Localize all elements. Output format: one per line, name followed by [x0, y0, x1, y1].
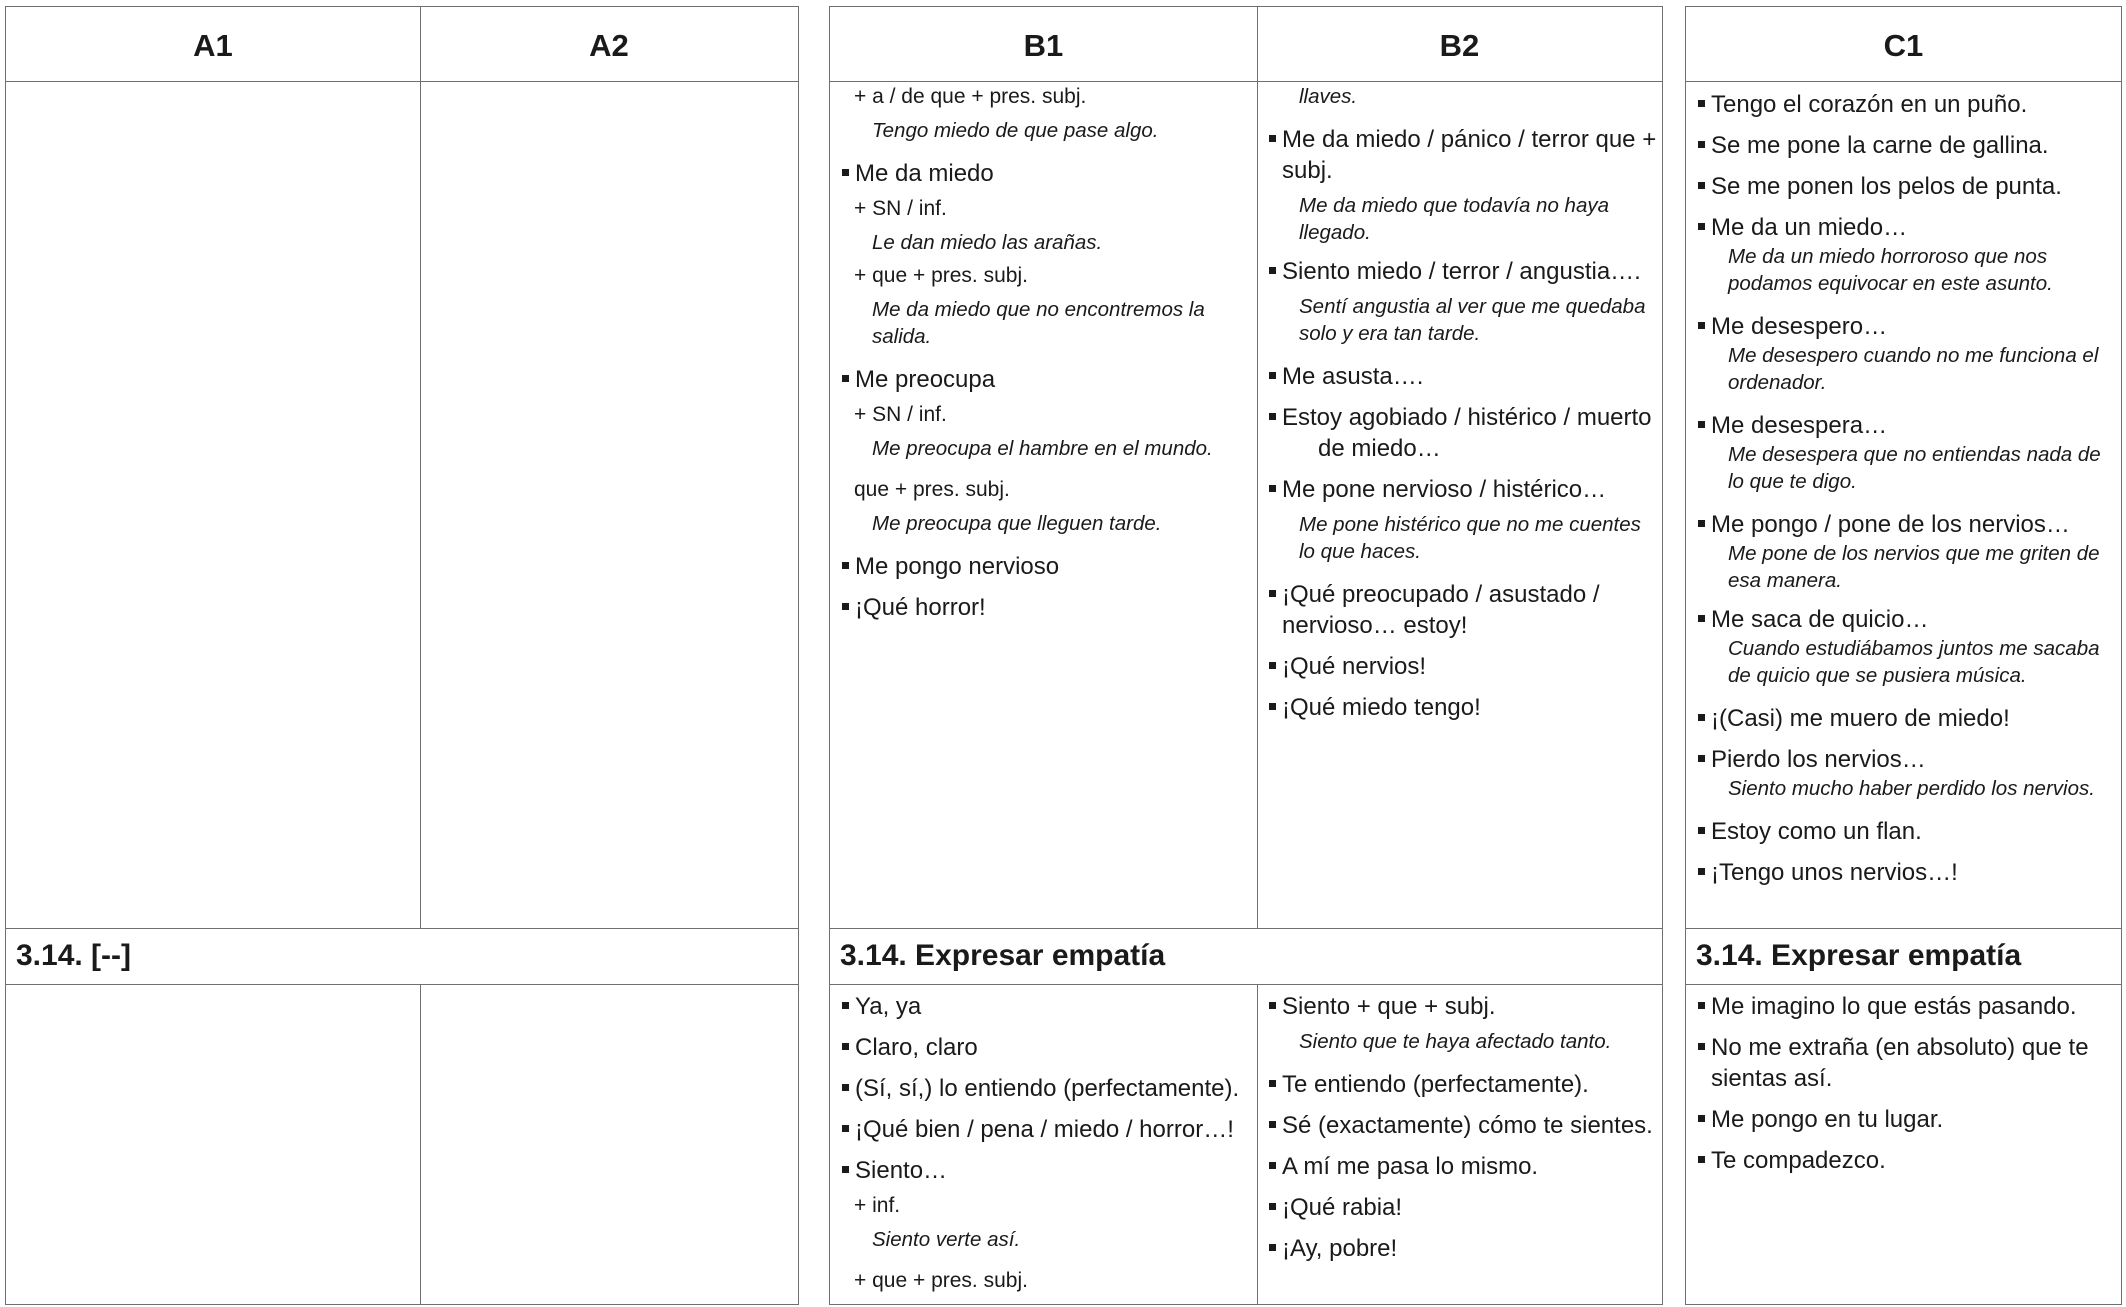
list-item: ¡Qué preocupado / asustado / nervioso… estoy!	[1282, 581, 1600, 639]
divider	[830, 984, 1662, 985]
list-item: ¡(Casi) me muero de miedo!	[1711, 705, 2010, 732]
list-item: Estoy agobiado / histérico / muerto	[1282, 404, 1652, 431]
list-item: Me pongo en tu lugar.	[1711, 1106, 1944, 1133]
pattern-line: + que + pres. subj.	[854, 264, 1028, 287]
divider	[6, 984, 798, 985]
example-line: Me preocupa el hambre en el mundo.	[872, 437, 1213, 460]
header-b2: B2	[1439, 28, 1480, 63]
pattern-line: + que + pres. subj.	[854, 1269, 1028, 1292]
example-line: Me pone de los nervios que me griten de esa manera.	[1728, 542, 2100, 592]
list-item: Me imagino lo que estás pasando.	[1711, 993, 2077, 1020]
example-line: Me da miedo que todavía no haya llegado.	[1299, 194, 1609, 244]
list-item: Me preocupa	[855, 366, 996, 393]
example-line: Siento que te haya afectado tanto.	[1299, 1030, 1612, 1053]
pattern-line: + SN / inf.	[854, 197, 947, 220]
c1-fear-cell	[1697, 89, 2119, 925]
list-item: ¡Tengo unos nervios…!	[1711, 859, 1958, 886]
divider	[1257, 984, 1258, 1304]
list-item: Me da miedo	[855, 160, 994, 187]
example-line: Sentí angustia al ver que me quedaba solo y era tan tarde.	[1299, 295, 1646, 345]
panel-b	[829, 6, 1663, 1305]
list-item: Se me pone la carne de gallina.	[1711, 132, 2049, 159]
divider	[1257, 7, 1258, 928]
list-item: ¡Qué nervios!	[1282, 653, 1427, 680]
list-item-continuation: de miedo…	[1318, 435, 1441, 462]
example-line: Me da miedo que no encontremos la salida.	[872, 298, 1205, 348]
example-line: Me da un miedo horroroso que nos podamos equivocar en este asunto.	[1728, 245, 2053, 295]
example-line: Le dan miedo las arañas.	[872, 231, 1103, 254]
example-line: Cuando estudiábamos juntos me sacaba de quicio que se pusiera música.	[1728, 637, 2100, 687]
list-item: A mí me pasa lo mismo.	[1282, 1153, 1539, 1180]
list-item: ¡Qué rabia!	[1282, 1194, 1403, 1221]
list-item: Me pongo / pone de los nervios…	[1711, 511, 2070, 538]
header-c1: C1	[1883, 28, 1924, 63]
example-line: Me desespero cuando no me funciona el ordenador.	[1728, 344, 2099, 394]
b1-fear-cell	[841, 83, 1251, 923]
pattern-line: + SN / inf.	[854, 403, 947, 426]
section-title-right: 3.14. Expresar empatía	[1696, 939, 2022, 972]
pattern-line: que + pres. subj.	[854, 478, 1010, 501]
divider	[1686, 81, 2121, 82]
example-line: Me pone histérico que no me cuentes lo que haces.	[1299, 513, 1641, 563]
list-item: Sé (exactamente) cómo te sientes.	[1282, 1112, 1653, 1139]
list-item: Pierdo los nervios…	[1711, 746, 1926, 773]
b2-fear-cell	[1268, 83, 1658, 923]
divider	[6, 81, 798, 82]
list-item: Tengo el corazón en un puño.	[1711, 91, 2028, 118]
list-item: Me desespera…	[1711, 412, 1888, 439]
example-line: Siento mucho haber perdido los nervios.	[1728, 777, 2095, 800]
header-b1: B1	[1023, 28, 1064, 63]
example-line: llaves.	[1299, 85, 1358, 108]
panel-c	[1685, 6, 2122, 1305]
list-item: Siento miedo / terror / angustia….	[1282, 258, 1641, 285]
example-line: Siento verte así.	[872, 1228, 1021, 1251]
list-item: Ya, ya	[855, 993, 922, 1020]
b1-empathy-cell	[841, 991, 1251, 1303]
list-item: Siento + que + subj.	[1282, 993, 1496, 1020]
pattern-line: + inf.	[854, 1194, 901, 1217]
pattern-line: + a / de que + pres. subj.	[854, 85, 1087, 108]
list-item: ¡Qué horror!	[855, 594, 986, 621]
list-item: (Sí, sí,) lo entiendo (perfectamente).	[855, 1075, 1240, 1102]
divider	[830, 81, 1662, 82]
list-item: Siento…	[855, 1157, 948, 1184]
list-item: ¡Qué miedo tengo!	[1282, 694, 1481, 721]
list-item: Me da un miedo…	[1711, 214, 1908, 241]
list-item: Te entiendo (perfectamente).	[1282, 1071, 1589, 1098]
example-line: Me preocupa que lleguen tarde.	[872, 512, 1162, 535]
list-item: Me desespero…	[1711, 313, 1888, 340]
section-title-middle: 3.14. Expresar empatía	[840, 939, 1166, 972]
list-item: Me pongo nervioso	[855, 553, 1060, 580]
list-item: Estoy como un flan.	[1711, 818, 1922, 845]
list-item: No me extraña (en absoluto) que te sientas así.	[1711, 1034, 2089, 1092]
list-item: ¡Ay, pobre!	[1282, 1235, 1398, 1262]
panel-a	[5, 6, 799, 1305]
list-item: Me da miedo / pánico / terror que + subj.	[1282, 126, 1657, 184]
b2-empathy-cell	[1268, 991, 1658, 1303]
list-item: Me pone nervioso / histérico…	[1282, 476, 1607, 503]
example-line: Me desespera que no entiendas nada de lo que te digo.	[1728, 443, 2101, 493]
divider	[420, 7, 421, 928]
header-a1: A1	[193, 28, 233, 63]
list-item: Se me ponen los pelos de punta.	[1711, 173, 2062, 200]
header-a2: A2	[589, 28, 629, 63]
list-item: Te compadezco.	[1711, 1147, 1886, 1174]
list-item: Me asusta….	[1282, 363, 1424, 390]
section-title-left: 3.14. [--]	[16, 939, 132, 972]
c1-empathy-cell	[1697, 991, 2119, 1303]
list-item: Me saca de quicio…	[1711, 606, 1929, 633]
example-line: Tengo miedo de que pase algo.	[872, 119, 1159, 142]
list-item: Claro, claro	[855, 1034, 978, 1061]
list-item: ¡Qué bien / pena / miedo / horror…!	[855, 1116, 1234, 1143]
divider	[420, 984, 421, 1304]
divider	[1686, 984, 2121, 985]
